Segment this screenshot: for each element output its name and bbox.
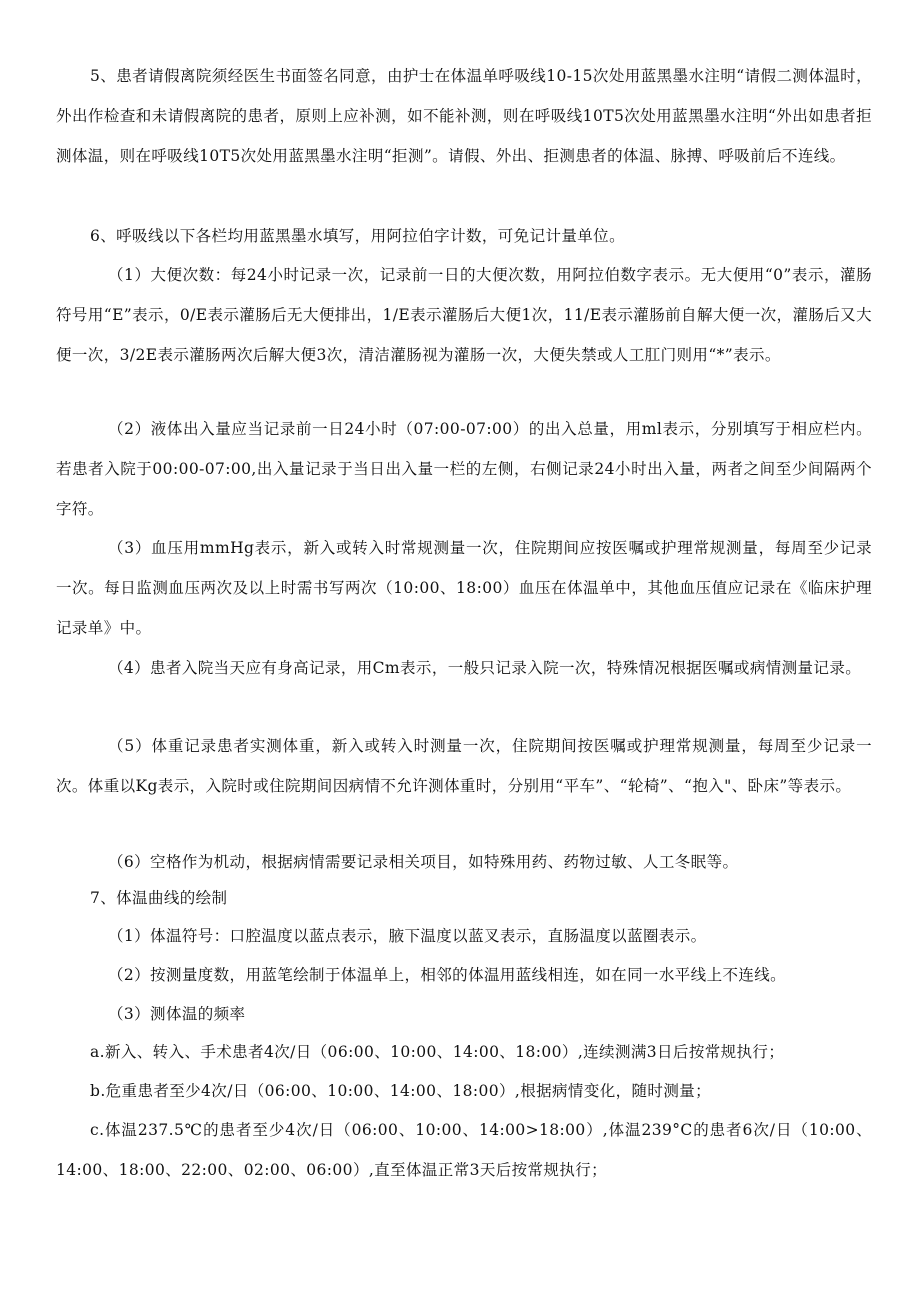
- paragraph-7-3-frequency-heading: （3）测体温的频率: [108, 1005, 246, 1023]
- paragraph-7-1-temperature-symbols: （1）体温符号：口腔温度以蓝点表示，腋下温度以蓝叉表示，直肠温度以蓝圈表示。: [108, 927, 707, 945]
- item-c-fever-patient: c.体温237.5℃的患者至少4次/日（06:00、10:00、14:00>18:00）,体温239°C的患者6次/日（10:00、14:00、18:00、22:00、02:00、06:00）,直至体温正常3天后按常规执行；: [56, 1121, 872, 1179]
- heading-7-temperature-curve: 7、体温曲线的绘制: [90, 889, 228, 907]
- paragraph-5-leave-hospital: 5、患者请假离院须经医生书面签名同意，由护士在体温单呼吸线10-15次处用蓝黑墨水注明“请假二测体温时，外出作检查和未请假离院的患者，原则上应补测，如不能补测，则在呼吸线10T5次处用蓝黑墨水注明“外出如患者拒测体温，则在呼吸线10T5次处用蓝黑墨水注明“拒测”。请假、外出、拒测患者的体温、脉搏、呼吸前后不连线。: [56, 67, 872, 165]
- item-a-new-admission: a.新入、转入、手术患者4次/日（06:00、10:00、14:00、18:00）,连续测满3日后按常规执行；: [90, 1043, 785, 1061]
- paragraph-7-2-drawing-rule: （2）按测量度数，用蓝笔绘制于体温单上，相邻的体温用蓝线相连，如在同一水平线上不连线。: [108, 966, 787, 984]
- item-b-critical-patient: b.危重患者至少4次/日（06:00、10:00、14:00、18:00）,根据病情变化，随时测量；: [90, 1082, 712, 1100]
- paragraph-6-3-blood-pressure: （3）血压用mmHg表示，新入或转入时常规测量一次，住院期间应按医嘱或护理常规测量，每周至少记录一次。每日监测血压两次及以上时需书写两次（10:00、18:00）血压在体温单中，其他血压值应记录在《临床护理记录单》中。: [56, 539, 872, 637]
- paragraph-6-2-fluid-intake-output: （2）液体出入量应当记录前一日24小时（07:00-07:00）的出入总量，用ml表示，分别填写于相应栏内。若患者入院于00:00-07:00,出入量记录于当日出入量一栏的左侧，右侧记录24小时出入量，两者之间至少间隔两个字符。: [56, 420, 872, 518]
- paragraph-6-5-weight: （5）体重记录患者实测体重，新入或转入时测量一次，住院期间按医嘱或护理常规测量，每周至少记录一次。体重以Kg表示，入院时或住院期间因病情不允许测体重时，分别用“平车”、“轮椅”、“抱入"、卧床”等表示。: [56, 737, 872, 795]
- paragraph-6-below-respiration-line: 6、呼吸线以下各栏均用蓝黑墨水填写，用阿拉伯字计数，可免记计量单位。: [90, 227, 625, 245]
- paragraph-6-1-stool-count: （1）大便次数：每24小时记录一次，记录前一日的大便次数，用阿拉伯数字表示。无大便用“0”表示，灌肠符号用“E”表示，0/E表示灌肠后无大便排出，1/E表示灌肠后大便1次，11/E表示灌肠前自解大便一次，灌肠后又大便一次，3/2E表示灌肠两次后解大便3次，清洁灌肠视为灌肠一次，大便失禁或人工肛门则用“*”表示。: [56, 266, 872, 364]
- paragraph-6-6-spare-rows: （6）空格作为机动，根据病情需要记录相关项目，如特殊用药、药物过敏、人工冬眠等。: [108, 853, 739, 871]
- paragraph-6-4-height: （4）患者入院当天应有身高记录，用Cm表示，一般只记录入院一次，特殊情况根据医嘱或病情测量记录。: [108, 659, 862, 677]
